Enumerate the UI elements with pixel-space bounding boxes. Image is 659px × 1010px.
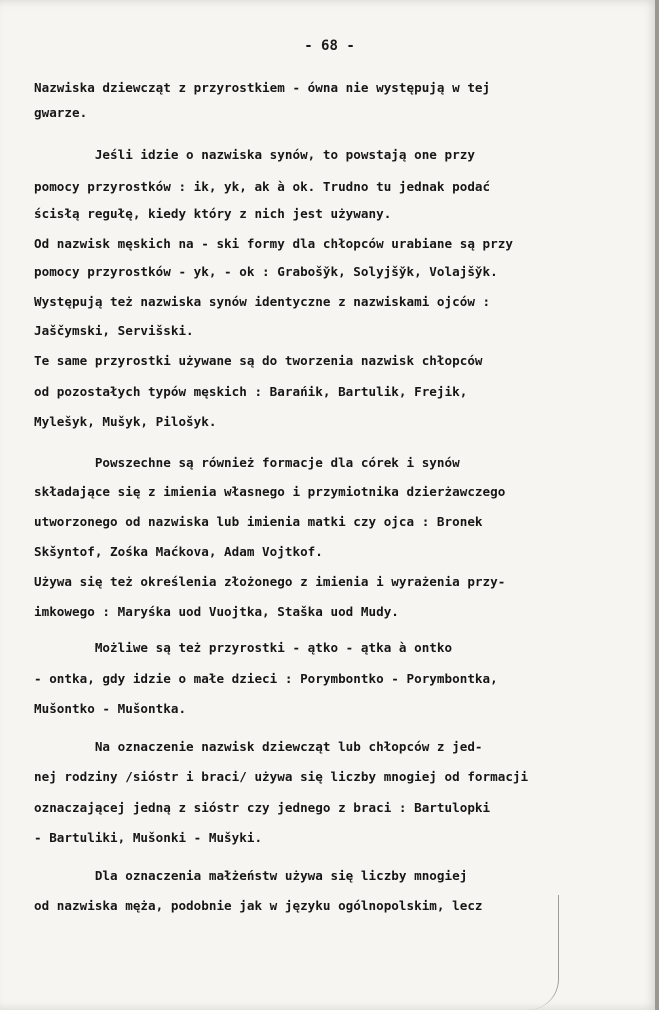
text-line: Od nazwisk męskich na - ski formy dla chłopców urabiane są przy (34, 236, 513, 251)
text-line: Te same przyrostki używane są do tworzenia nazwisk chłopców (34, 353, 483, 368)
text-line: - Bartuliki, Mušonki - Mušyki. (34, 830, 263, 845)
page-number: - 68 - (304, 38, 355, 54)
text-line: Jeśli idzie o nazwiska synów, to powstają one przy (34, 147, 475, 162)
text-line: pomocy przyrostków : ik, yk, ak à ok. Trudno tu jednak podać (34, 179, 491, 194)
text-line: Powszechne są również formacje dla córek i synów (34, 455, 460, 470)
text-line: pomocy przyrostków - yk, - ok : Grabošy̌k, Solyjšy̌k, Volajšy̌k. (34, 264, 498, 279)
text-line: Występują też nazwiska synów identyczne z nazwiskami ojców : (34, 294, 491, 309)
text-line: nej rodziny /sióstr i braci/ używa się liczby mnogiej od formacji (34, 769, 529, 784)
text-line: - ontka, gdy idzie o małe dzieci : Porymbontko - Porymbontka, (34, 671, 498, 686)
text-line: Mušontko - Mušontka. (34, 701, 187, 716)
text-line: Używa się też określenia złożonego z imienia i wyrażenia przy- (34, 574, 506, 589)
text-line: Możliwe są też przyrostki - ątko - ątka à ontko (34, 640, 453, 655)
text-line: składające się z imienia własnego i przymiotnika dzierżawczego (34, 484, 506, 499)
pen-stroke-mark (528, 895, 559, 1010)
text-line: od nazwiska męża, podobnie jak w języku ogólnopolskim, lecz (34, 898, 483, 913)
text-line: utworzonego od nazwiska lub imienia matki czy ojca : Bronek (34, 514, 483, 529)
text-line: ścisłą regułę, kiedy który z nich jest używany. (34, 206, 392, 221)
text-line: Skšyntof, Zośka Maćkova, Adam Vojtkof. (34, 544, 323, 559)
text-line: Jaščymski, Servišski. (34, 323, 194, 338)
text-line: Nazwiska dziewcząt z przyrostkiem - ówna nie występują w tej (34, 80, 491, 95)
text-line: Dla oznaczenia małżeństw używa się liczby mnogiej (34, 868, 468, 883)
text-line: Mylešyk, Mušyk, Pilošyk. (34, 414, 217, 429)
text-line: oznaczającej jedną z sióstr czy jednego z braci : Bartulopki (34, 800, 491, 815)
text-line: Na oznaczenie nazwisk dziewcząt lub chłopców z jed- (34, 739, 483, 754)
text-line: imkowego : Maryśka uod Vuojtka, Staška uod Mudy. (34, 604, 399, 619)
text-line: od pozostałych typów męskich : Barańik, Bartulik, Frejik, (34, 384, 468, 399)
page-edge-shadow (655, 0, 659, 1010)
text-line: gwarze. (34, 105, 88, 120)
